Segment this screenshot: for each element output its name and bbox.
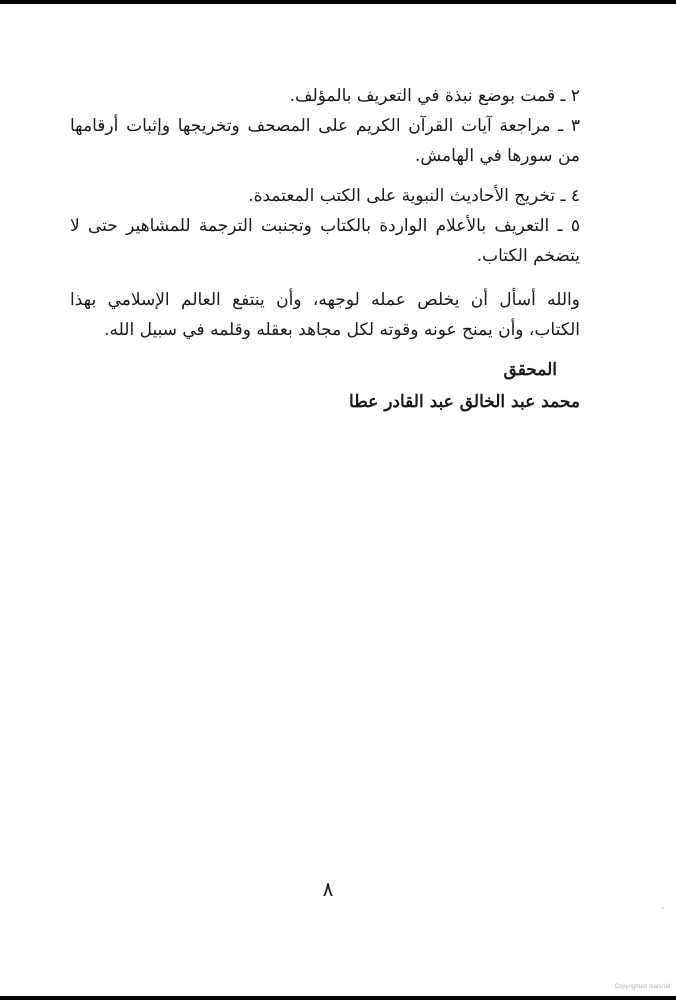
signature-name: محمد عبد الخالق عبد القادر عطا xyxy=(349,392,580,412)
prayer-line-2: الكتاب، وأن يمنح عونه وقوته لكل مجاهد بعقله وقلمه في سبيل الله. xyxy=(104,320,580,340)
list-item-5-line-2: يتضخم الكتاب. xyxy=(476,246,580,266)
bottom-border xyxy=(0,996,676,1000)
page-number: ٨ xyxy=(322,877,334,901)
list-item-3-line-1: ٣ ـ مراجعة آيات القرآن الكريم على المصحف وتخريجها وإثبات أرقامها xyxy=(70,116,580,136)
signature-role: المحقق xyxy=(503,360,557,380)
top-border xyxy=(0,0,676,4)
copyright-watermark: Copyrighted material xyxy=(614,984,670,990)
prayer-line-1: والله أسأل أن يخلص عمله لوجهه، وأن ينتفع العالم الإسلامي بهذا xyxy=(70,290,580,310)
scan-speck xyxy=(662,907,664,909)
list-item-5-line-1: ٥ ـ التعريف بالأعلام الواردة بالكتاب وتجنبت الترجمة للمشاهير حتى لا xyxy=(70,216,580,236)
list-item-2: ٢ ـ قمت بوضع نبذة في التعريف بالمؤلف. xyxy=(289,86,580,106)
list-item-4: ٤ ـ تخريج الأحاديث النبوية على الكتب المعتمدة. xyxy=(248,186,580,206)
list-item-3-line-2: من سورها في الهامش. xyxy=(414,146,580,166)
